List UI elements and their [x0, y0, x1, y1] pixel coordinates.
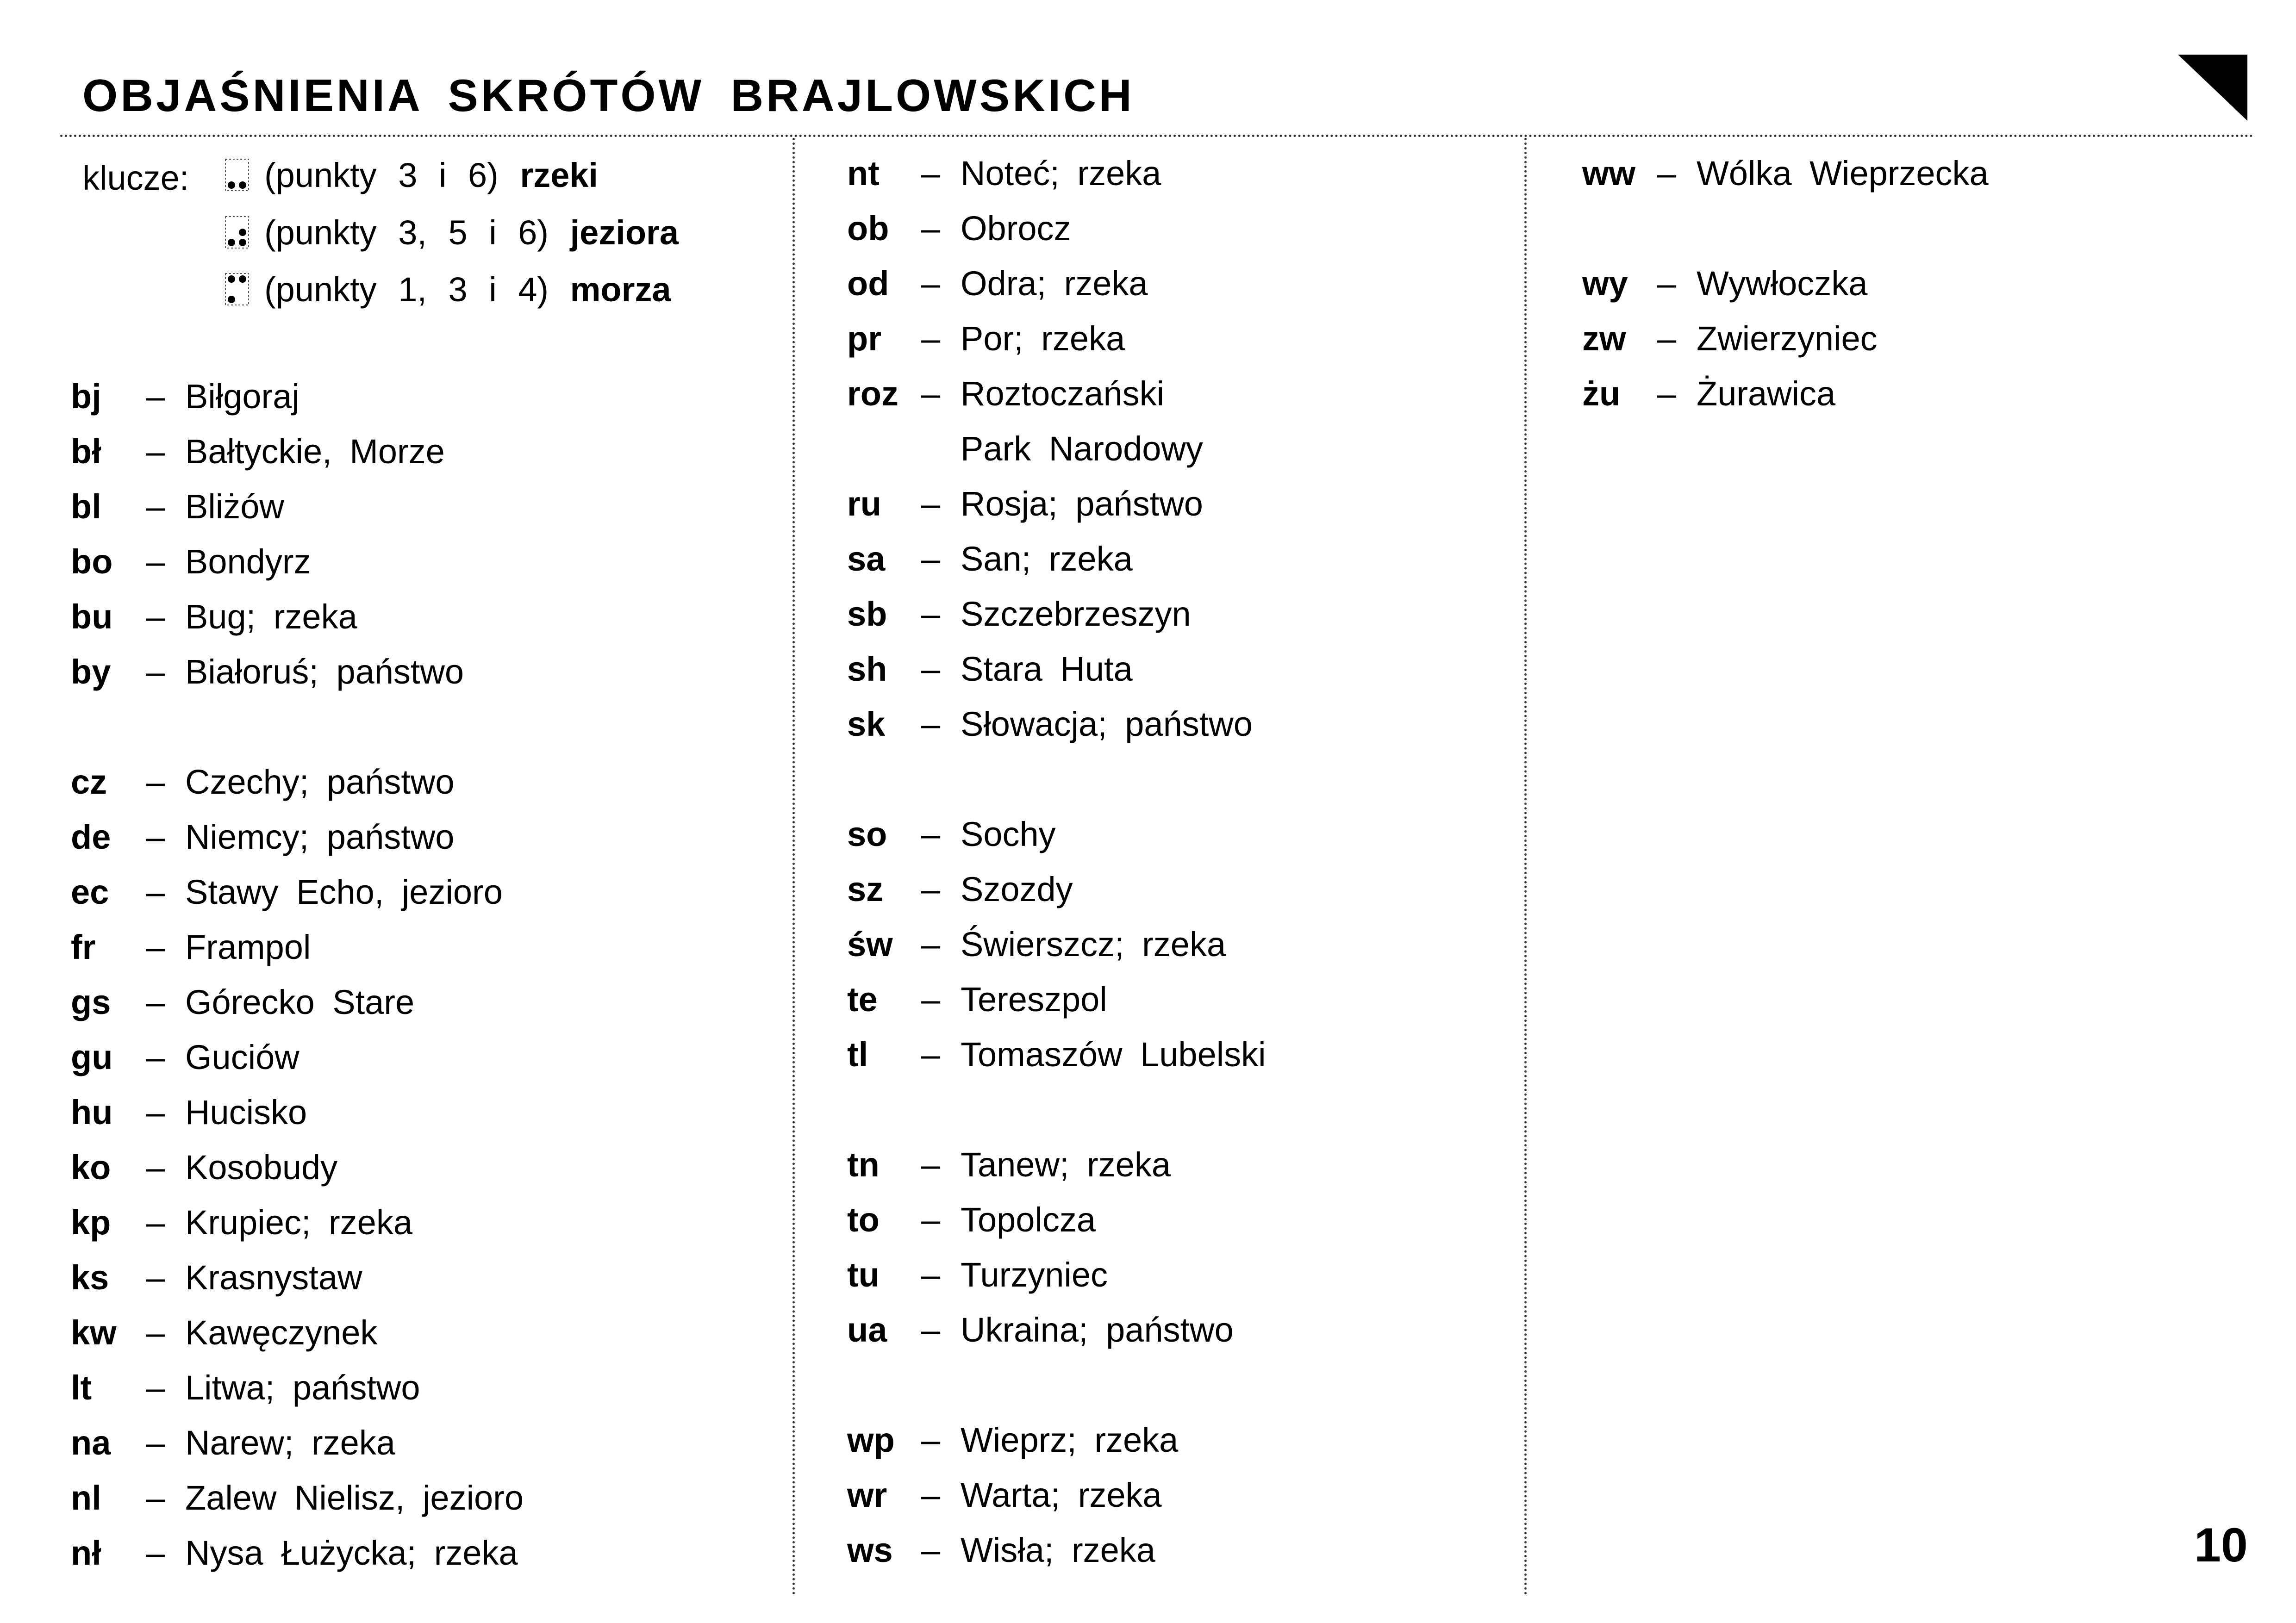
abbreviation: cz: [71, 763, 107, 801]
dash-separator: –: [921, 1200, 941, 1239]
abbreviation: żu: [1582, 374, 1621, 413]
key-category: morza: [570, 270, 671, 309]
dash-separator: –: [146, 1093, 165, 1132]
place-name: Stawy Echo, jezioro: [185, 873, 503, 911]
abbreviation: tn: [847, 1145, 880, 1184]
page-title: OBJAŚNIENIA SKRÓTÓW BRAJLOWSKICH: [82, 70, 1135, 121]
abbreviation: kp: [71, 1203, 111, 1242]
dash-separator: –: [146, 432, 165, 471]
dash-separator: –: [921, 374, 941, 413]
place-name: San; rzeka: [961, 540, 1133, 578]
place-name: Krasnystaw: [185, 1258, 362, 1297]
place-name: Narew; rzeka: [185, 1424, 395, 1462]
braille-dot: [228, 239, 235, 246]
key-description: (punkty 3, 5 i 6): [264, 213, 549, 252]
dash-separator: –: [921, 1531, 941, 1569]
dash-separator: –: [146, 763, 165, 801]
dash-separator: –: [921, 1421, 941, 1459]
abbreviation: bo: [71, 542, 113, 581]
abbreviation: ks: [71, 1258, 109, 1297]
place-name: Frampol: [185, 928, 311, 966]
abbreviation: de: [71, 818, 111, 856]
place-name: Kosobudy: [185, 1148, 338, 1187]
place-name: Kawęczynek: [185, 1313, 378, 1352]
column-divider-2: [1524, 138, 1527, 1596]
place-name: Tomaszów Lubelski: [961, 1035, 1266, 1074]
dash-separator: –: [921, 1145, 941, 1184]
place-name: Warta; rzeka: [961, 1476, 1162, 1514]
dash-separator: –: [921, 595, 941, 633]
place-name: Biłgoraj: [185, 377, 299, 416]
dash-separator: –: [921, 1035, 941, 1074]
keys-label: klucze:: [82, 159, 189, 197]
place-name: Wisła; rzeka: [961, 1531, 1155, 1569]
dash-separator: –: [921, 319, 941, 358]
braille-dot: [228, 296, 235, 303]
abbreviation: wr: [847, 1476, 887, 1514]
column-divider-1: [792, 138, 795, 1596]
abbreviation: bu: [71, 597, 113, 636]
abbreviation: nł: [71, 1534, 101, 1572]
dash-separator: –: [921, 815, 941, 853]
braille-cell-icon: [225, 216, 250, 249]
place-name: Ukraina; państwo: [961, 1311, 1234, 1349]
place-name: Litwa; państwo: [185, 1368, 420, 1407]
dash-separator: –: [146, 818, 165, 856]
abbreviation: bl: [71, 487, 101, 526]
abbreviation: nl: [71, 1479, 101, 1517]
abbreviation: to: [847, 1200, 880, 1239]
dash-separator: –: [921, 870, 941, 908]
dash-separator: –: [146, 1258, 165, 1297]
dash-separator: –: [921, 154, 941, 193]
dash-separator: –: [146, 1479, 165, 1517]
place-name: Świerszcz; rzeka: [961, 925, 1226, 964]
dash-separator: –: [921, 650, 941, 688]
dash-separator: –: [921, 540, 941, 578]
place-name: Topolcza: [961, 1200, 1096, 1239]
abbreviation: gs: [71, 983, 111, 1021]
place-name: Bug; rzeka: [185, 597, 357, 636]
place-name: Obrocz: [961, 209, 1071, 248]
abbreviation: fr: [71, 928, 96, 966]
place-name: Nysa Łużycka; rzeka: [185, 1534, 518, 1572]
dash-separator: –: [146, 597, 165, 636]
abbreviation: sb: [847, 595, 887, 633]
dash-separator: –: [146, 542, 165, 581]
dash-separator: –: [146, 1424, 165, 1462]
place-name: Bałtyckie, Morze: [185, 432, 445, 471]
dash-separator: –: [146, 1534, 165, 1572]
abbreviation: tu: [847, 1256, 880, 1294]
abbreviation: wy: [1582, 264, 1628, 303]
place-name: Odra; rzeka: [961, 264, 1148, 303]
braille-dot: [239, 181, 246, 189]
place-name: Turzyniec: [961, 1256, 1108, 1294]
abbreviation: pr: [847, 319, 881, 358]
abbreviation: od: [847, 264, 889, 303]
place-name: Krupiec; rzeka: [185, 1203, 412, 1242]
dash-separator: –: [1657, 374, 1677, 413]
abbreviation: ru: [847, 485, 881, 523]
dash-separator: –: [146, 928, 165, 966]
place-name: Guciów: [185, 1038, 299, 1076]
place-name: Szozdy: [961, 870, 1073, 908]
dash-separator: –: [146, 1148, 165, 1187]
place-name: Niemcy; państwo: [185, 818, 455, 856]
dash-separator: –: [921, 485, 941, 523]
dash-separator: –: [921, 1256, 941, 1294]
place-name: Sochy: [961, 815, 1056, 853]
braille-cell-icon: [225, 273, 250, 306]
dash-separator: –: [146, 1368, 165, 1407]
place-name: Czechy; państwo: [185, 763, 455, 801]
abbreviation: nt: [847, 154, 880, 193]
dash-separator: –: [146, 873, 165, 911]
braille-dot: [239, 229, 246, 236]
abbreviation: bł: [71, 432, 101, 471]
key-row: [225, 210, 679, 252]
abbreviation: te: [847, 980, 878, 1019]
key-row: [225, 153, 598, 195]
place-name: Białoruś; państwo: [185, 653, 464, 691]
key-category: rzeki: [520, 155, 598, 194]
abbreviation: bj: [71, 377, 101, 416]
braille-dot: [239, 239, 246, 246]
dash-separator: –: [1657, 319, 1677, 358]
dash-separator: –: [1657, 154, 1677, 193]
place-name: Hucisko: [185, 1093, 307, 1132]
header-divider: [60, 135, 2254, 137]
abbreviation: sa: [847, 540, 886, 578]
abbreviation: lt: [71, 1368, 92, 1407]
place-name: Zalew Nielisz, jezioro: [185, 1479, 524, 1517]
place-name: Stara Huta: [961, 650, 1133, 688]
key-description: (punkty 1, 3 i 4): [264, 270, 549, 309]
dash-separator: –: [921, 1476, 941, 1514]
key-category: jeziora: [570, 213, 679, 252]
place-name: Słowacja; państwo: [961, 705, 1253, 743]
abbreviation: kw: [71, 1313, 117, 1352]
dash-separator: –: [146, 1313, 165, 1352]
place-name: Roztoczański: [961, 374, 1165, 413]
abbreviation: na: [71, 1424, 111, 1462]
page-number: 10: [2194, 1518, 2248, 1572]
dash-separator: –: [921, 925, 941, 964]
dash-separator: –: [146, 983, 165, 1021]
dash-separator: –: [921, 1311, 941, 1349]
key-row: [225, 267, 671, 309]
dash-separator: –: [921, 980, 941, 1019]
abbreviation: sk: [847, 705, 886, 743]
dash-separator: –: [146, 487, 165, 526]
braille-dot: [239, 275, 246, 283]
place-name: Górecko Stare: [185, 983, 415, 1021]
dash-separator: –: [921, 705, 941, 743]
place-name: Wieprz; rzeka: [961, 1421, 1179, 1459]
abbreviation: ws: [847, 1531, 893, 1569]
dash-separator: –: [146, 377, 165, 416]
key-description: (punkty 3 i 6): [264, 155, 499, 194]
abbreviation: wp: [847, 1421, 895, 1459]
abbreviation: roz: [847, 374, 898, 413]
abbreviation: zw: [1582, 319, 1626, 358]
place-name: Tanew; rzeka: [961, 1145, 1171, 1184]
abbreviation: by: [71, 653, 111, 691]
place-name: Rosja; państwo: [961, 485, 1203, 523]
place-name: Tereszpol: [961, 980, 1107, 1019]
abbreviation: sz: [847, 870, 884, 908]
dash-separator: –: [921, 209, 941, 248]
place-name: Szczebrzeszyn: [961, 595, 1191, 633]
place-name: Bondyrz: [185, 542, 311, 581]
place-name: Noteć; rzeka: [961, 154, 1161, 193]
abbreviation: so: [847, 815, 887, 853]
dash-separator: –: [146, 1203, 165, 1242]
abbreviation: ua: [847, 1311, 887, 1349]
corner-triangle-icon: [2178, 55, 2247, 121]
place-name: Por; rzeka: [961, 319, 1125, 358]
abbreviation: sh: [847, 650, 887, 688]
place-name: Wólka Wieprzecka: [1697, 154, 1989, 193]
abbreviation: tl: [847, 1035, 868, 1074]
dash-separator: –: [1657, 264, 1677, 303]
abbreviation: św: [847, 925, 893, 964]
abbreviation: ww: [1582, 154, 1636, 193]
dash-separator: –: [921, 264, 941, 303]
place-name: Bliżów: [185, 487, 284, 526]
abbreviation: ec: [71, 873, 109, 911]
abbreviation: hu: [71, 1093, 113, 1132]
dash-separator: –: [146, 1038, 165, 1076]
place-name: Zwierzyniec: [1697, 319, 1878, 358]
place-name: Park Narodowy: [961, 429, 1203, 468]
braille-dot: [228, 275, 235, 283]
braille-dot: [228, 181, 235, 189]
abbreviation: ob: [847, 209, 889, 248]
abbreviation: gu: [71, 1038, 113, 1076]
place-name: Wywłoczka: [1697, 264, 1868, 303]
braille-cell-icon: [225, 158, 250, 192]
dash-separator: –: [146, 653, 165, 691]
place-name: Żurawica: [1697, 374, 1836, 413]
abbreviation: ko: [71, 1148, 111, 1187]
